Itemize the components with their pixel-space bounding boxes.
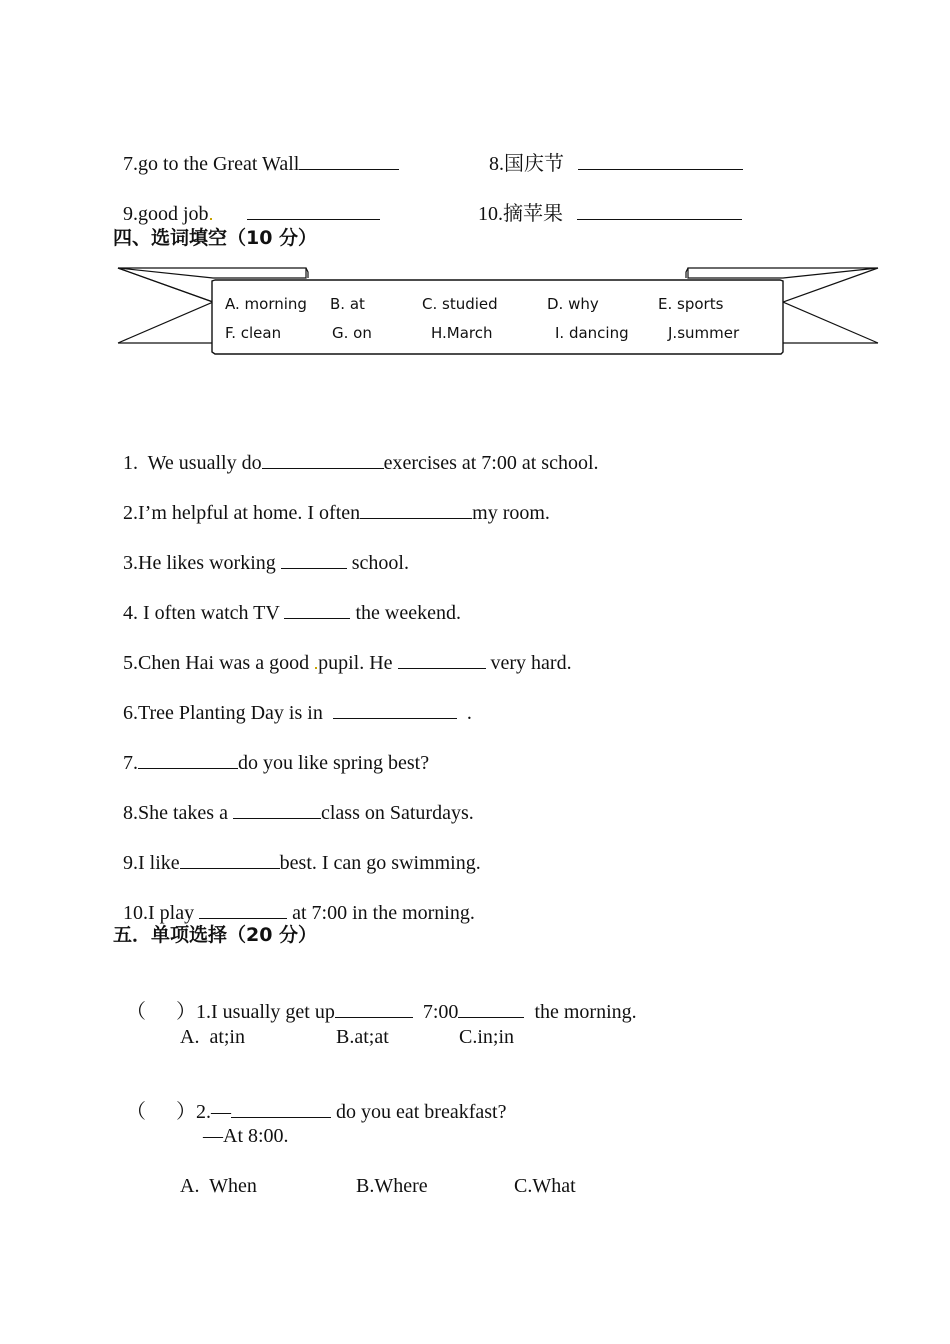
fill-question-3 [113, 526, 409, 575]
vocab-item-10 [468, 177, 742, 226]
answer-blank[interactable] [398, 650, 486, 669]
question-text: do you eat breakfast? [331, 1101, 507, 1123]
answer-blank[interactable] [138, 750, 238, 769]
question-text: pupil. He [318, 652, 398, 674]
choice-question-2 [116, 1075, 506, 1124]
vocab-item-9-text: 9.good job [123, 203, 209, 225]
fill-question-5 [113, 626, 572, 675]
question-text: do you like spring best? [238, 752, 430, 774]
option-g: G. on [332, 324, 372, 342]
question-text: the weekend. [350, 602, 461, 624]
choice-question-1 [116, 975, 637, 1024]
vocab-item-8 [479, 127, 743, 176]
question-text: 5.Chen Hai was a good [123, 652, 315, 674]
question-text: 3.He likes working [123, 552, 281, 574]
option-h: H.March [431, 324, 493, 342]
q1-choice-c[interactable]: C.in;in [459, 1026, 515, 1048]
question-text: 2.— [196, 1101, 231, 1123]
question-text: at 7:00 in the morning. [287, 902, 475, 924]
answer-blank[interactable] [233, 800, 321, 819]
question-text: 7. [123, 752, 138, 774]
vocab-item-9 [113, 177, 380, 226]
answer-blank[interactable] [578, 151, 743, 170]
fill-question-2 [113, 476, 550, 525]
option-j: J.summer [668, 324, 740, 342]
question-text: 4. I often watch TV [123, 602, 285, 624]
fill-question-7 [113, 726, 429, 775]
question-text: 1. We usually do [123, 452, 262, 474]
question-text: 7:00 [412, 1001, 459, 1023]
fill-question-10 [113, 876, 475, 925]
vocab-item-7 [113, 127, 399, 176]
answer-blank[interactable] [199, 900, 287, 919]
question-text: my room. [472, 502, 550, 524]
stray-dot [315, 667, 317, 669]
question-text: 9.I like [123, 852, 180, 874]
question-text: best. I can go swimming. [279, 852, 481, 874]
question-text: 2.I’m helpful at home. I often [123, 502, 361, 524]
answer-blank[interactable] [180, 850, 280, 869]
answer-blank[interactable] [284, 600, 350, 619]
answer-blank[interactable] [333, 700, 457, 719]
word-bank [213, 278, 780, 352]
option-a: A. morning [225, 295, 307, 313]
fill-question-6 [113, 676, 472, 725]
question-text: very hard. [485, 652, 572, 674]
option-d: D. why [547, 295, 599, 313]
answer-blank[interactable] [335, 999, 413, 1018]
answer-blank[interactable] [262, 450, 384, 469]
vocab-item-7-text: 7.go to the Great Wall [123, 153, 300, 175]
question-text: 8.She takes a [123, 802, 233, 824]
option-c: C. studied [422, 295, 498, 313]
vocab-item-8-text: 8.国庆节 [489, 153, 564, 175]
q1-choice-b[interactable]: B.at;at [336, 1026, 389, 1048]
fill-question-4 [113, 576, 461, 625]
answer-blank[interactable] [281, 550, 347, 569]
answer-paren[interactable]: （ ） [126, 1101, 196, 1123]
answer-blank[interactable] [577, 201, 742, 220]
option-e: E. sports [658, 295, 724, 313]
option-f: F. clean [225, 324, 282, 342]
q2-choice-c[interactable]: C.What [514, 1175, 576, 1197]
section-5-title: 五．单项选择（20 分） [113, 924, 318, 946]
answer-blank[interactable] [458, 999, 524, 1018]
answer-blank[interactable] [247, 201, 380, 220]
q2-choice-a[interactable]: A. When [180, 1175, 257, 1197]
q2-choice-b[interactable]: B.Where [356, 1175, 428, 1197]
q1-choice-a[interactable]: A. at;in [180, 1026, 245, 1048]
section-4-title: 四、选词填空（10 分） [113, 227, 318, 249]
option-i: I. dancing [555, 324, 629, 342]
question-text: 1.I usually get up [196, 1001, 335, 1023]
question-text: the morning. [524, 1001, 637, 1023]
question-text: 10.I play [123, 902, 200, 924]
option-b: B. at [330, 295, 365, 313]
question-text: class on Saturdays. [320, 802, 474, 824]
question-text: 6.Tree Planting Day is in [123, 702, 333, 724]
vocab-item-10-text: 10.摘苹果 [478, 203, 563, 225]
answer-paren[interactable]: （ ） [126, 1001, 196, 1023]
answer-blank[interactable] [360, 500, 472, 519]
stray-dot [210, 218, 212, 220]
fill-question-9 [113, 826, 481, 875]
fill-question-1 [113, 426, 599, 475]
question-text: exercises at 7:00 at school. [383, 452, 599, 474]
answer-blank[interactable] [299, 151, 399, 170]
answer-blank[interactable] [231, 1099, 331, 1118]
question-text: . [456, 702, 472, 724]
fill-question-8 [113, 776, 474, 825]
question-text: school. [346, 552, 409, 574]
q2-answer-line: —At 8:00. [203, 1125, 289, 1147]
